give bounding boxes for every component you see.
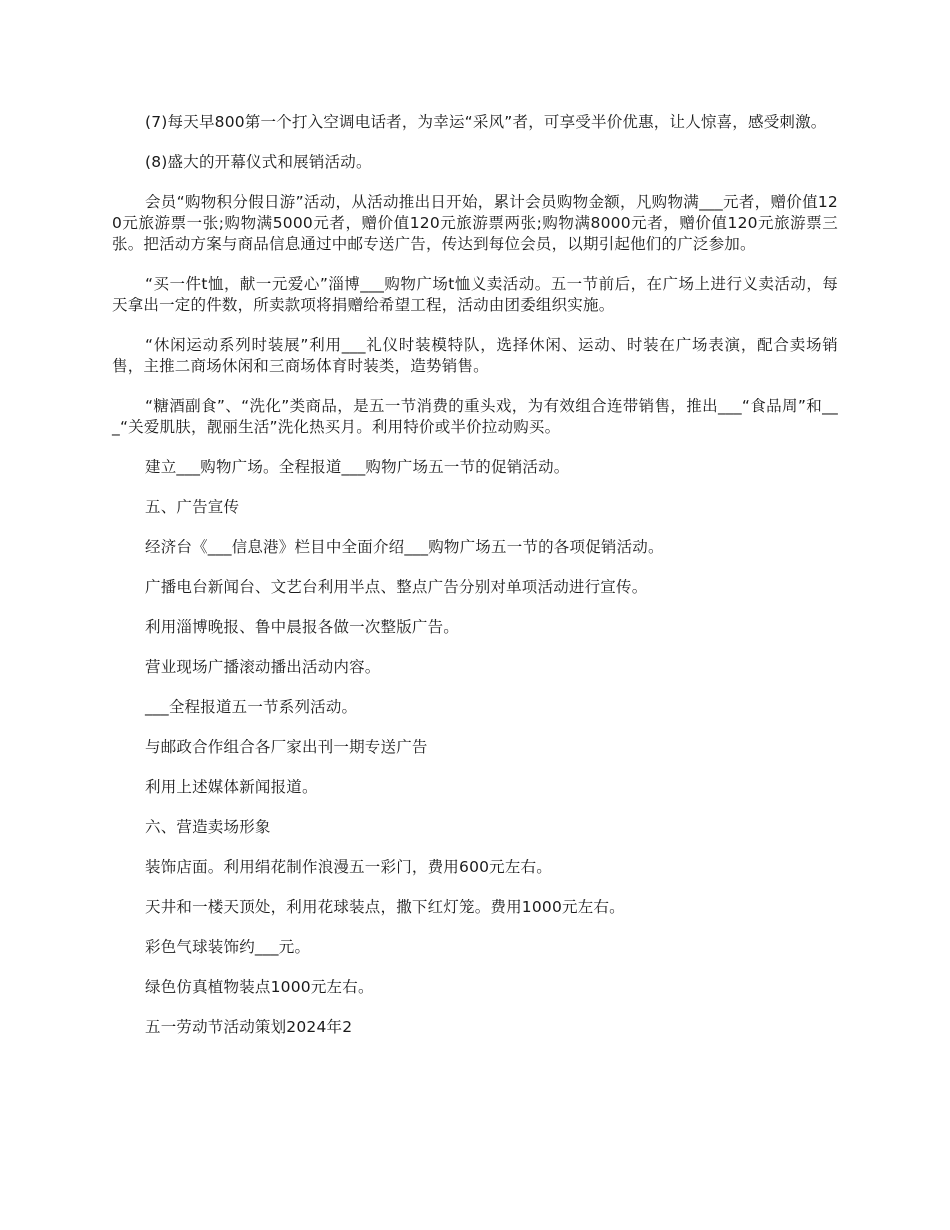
section-heading-advertising: 五、广告宣传 [145, 498, 240, 516]
paragraph-balloons: 彩色气球装饰约___元。 [145, 938, 311, 956]
paragraph-fashion-show: “休闲运动系列时装展”利用___礼仪时装模特队，选择休闲、运动、时装在广场表演，配合卖场销售，主推二商场休闲和三商场体育时装类，造势销售。 [112, 336, 838, 375]
paragraph-next-title: 五一劳动节活动策划2024年2 [145, 1018, 353, 1036]
paragraph-tv-program: 经济台《___信息港》栏目中全面介绍___购物广场五一节的各项促销活动。 [145, 538, 664, 556]
paragraph-promo-7: (7)每天早800第一个打入空调电话者，为幸运“采风”者，可享受半价优惠，让人惊喜，感受刺激。 [145, 113, 827, 131]
paragraph-promo-8: (8)盛大的开幕仪式和展销活动。 [145, 153, 372, 171]
paragraph-full-coverage: ___全程报道五一节系列活动。 [145, 698, 358, 716]
section-heading-store-image: 六、营造卖场形象 [145, 818, 271, 836]
paragraph-onsite-broadcast: 营业现场广播滚动播出活动内容。 [145, 658, 381, 676]
paragraph-newspaper: 利用淄博晚报、鲁中晨报各做一次整版广告。 [145, 618, 460, 636]
paragraph-storefront: 装饰店面。利用绢花制作浪漫五一彩门，费用600元左右。 [145, 858, 552, 876]
paragraph-radio: 广播电台新闻台、文艺台利用半点、整点广告分别对单项活动进行宣传。 [145, 578, 648, 596]
paragraph-media-news: 利用上述媒体新闻报道。 [145, 778, 318, 796]
document-body [112, 112, 838, 1057]
paragraph-member-points: 会员“购物积分假日游”活动，从活动推出日开始，累计会员购物金额，凡购物满___元者，赠价值120元旅游票一张;购物满5000元者，赠价值120元旅游票两张;购物满8000元者，赠价值120元旅游票三张。把活动方案与商品信息通过中邮专送广告，传达到每位会员，以期引起他们的广泛参加。 [112, 193, 838, 253]
paragraph-postal-ads: 与邮政合作组合各厂家出刊一期专送广告 [145, 738, 428, 756]
paragraph-atrium: 天井和一楼天顶处，利用花球装点，撒下红灯笼。费用1000元左右。 [145, 898, 625, 916]
paragraph-plants: 绿色仿真植物装点1000元左右。 [145, 978, 374, 996]
paragraph-report: 建立___购物广场。全程报道___购物广场五一节的促销活动。 [145, 458, 570, 476]
paragraph-tshirt-charity: “买一件t恤，献一元爱心”淄博___购物广场t恤义卖活动。五一节前后，在广场上进行义卖活动，每天拿出一定的件数，所卖款项将捐赠给希望工程，活动由团委组织实施。 [112, 275, 838, 314]
paragraph-food-cosmetics: “糖酒副食”、“洗化”类商品，是五一节消费的重头戏，为有效组合连带销售，推出___“食品周”和___“关爱肌肤，靓丽生活”洗化热买月。利用特价或半价拉动购买。 [112, 397, 838, 436]
